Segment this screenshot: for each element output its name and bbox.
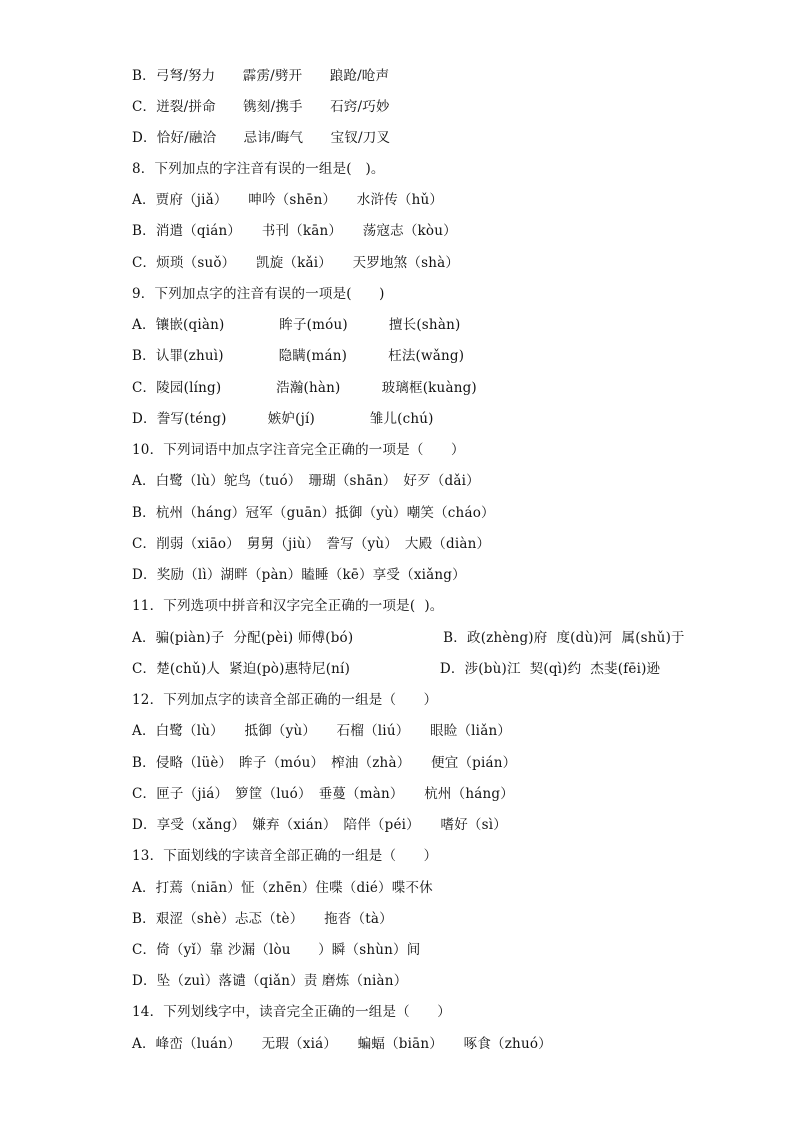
question-12-option-b: B．侵略（lüè） 眸子（móu） 榨油（zhà） 便宜（pián） xyxy=(132,755,517,771)
question-10-option-b: B．杭州（háng）冠军（guān）抵御（yù）嘲笑（cháo） xyxy=(132,505,495,521)
question-12-stem: 12．下列加点字的读音全部正确的一组是（ ） xyxy=(132,692,438,708)
question-9-option-c: C．陵园(líng) 浩瀚(hàn) 玻璃框(kuàng) xyxy=(132,380,477,396)
question-11-options-ab: A．骗(piàn)子 分配(pèi) 师傅(bó) B．政(zhèng)府 度(dù)河 属(shǔ)于 xyxy=(132,630,685,646)
text-line: B．弓弩/努力 霹雳/劈开 踉跄/呛声 xyxy=(132,68,390,84)
question-10-option-c: C．削弱（xiāo） 舅舅（jiù） 誊写（yù） 大殿（diàn） xyxy=(132,536,491,552)
question-14-stem: 14．下列划线字中，读音完全正确的一组是（ ） xyxy=(132,1004,451,1020)
question-9-option-d: D．誊写(téng) 嫉妒(jí) 雏儿(chú) xyxy=(132,411,434,427)
question-14-option-a: A．峰峦（luán） 无瑕（xiá） 蝙蝠（biān） 啄食（zhuó） xyxy=(132,1036,552,1052)
question-8-option-b: B．消遣（qián） 书刊（kān） 荡寇志（kòu） xyxy=(132,223,457,239)
question-12-option-c: C．匣子（jiá） 箩筐（luó） 垂蔓（màn） 杭州（háng） xyxy=(132,786,514,802)
question-13-option-a: A．打蔫（niān）怔（zhēn）住喋（dié）喋不休 xyxy=(132,880,433,896)
question-11-options-cd: C．楚(chǔ)人 紧迫(pò)惠特尼(ní) D．涉(bù)江 契(qì)约 杰斐(fēi)逊 xyxy=(132,661,661,677)
text-line: C．迸裂/拼命 镌刻/携手 石窍/巧妙 xyxy=(132,99,390,115)
text-line: D．恰好/融洽 忌讳/晦气 宝钗/刀叉 xyxy=(132,130,391,146)
question-9-stem: 9．下列加点字的注音有误的一项是( ) xyxy=(132,286,385,302)
question-13-option-c: C．倚（yǐ）靠 沙漏（lòu ）瞬（shùn）间 xyxy=(132,942,421,958)
question-10-stem: 10．下列词语中加点字注音完全正确的一项是（ ） xyxy=(132,442,465,458)
question-13-option-d: D．坠（zuì）落谴（qiǎn）责 磨炼（niàn） xyxy=(132,973,408,989)
question-12-option-a: A．白鹭（lù） 抵御（yù） 石榴（liú） 眼睑（liǎn） xyxy=(132,723,512,739)
question-13-stem: 13．下面划线的字读音全部正确的一组是（ ） xyxy=(132,848,438,864)
question-9-option-b: B．认罪(zhuì) 隐瞒(mán) 枉法(wǎng) xyxy=(132,348,465,364)
question-9-option-a: A．镶嵌(qiàn) 眸子(móu) 擅长(shàn) xyxy=(132,317,461,333)
question-11-stem: 11．下列选项中拼音和汉字完全正确的一项是( )。 xyxy=(132,598,444,614)
question-10-option-d: D．奖励（lì）湖畔（pàn）瞌睡（kē）享受（xiǎng） xyxy=(132,567,466,583)
question-12-option-d: D．享受（xǎng） 嫌弃（xián） 陪伴（péi） 嗜好（sì） xyxy=(132,817,507,833)
question-13-option-b: B．艰涩（shè）忐忑（tè） 拖沓（tà） xyxy=(132,911,393,927)
question-8-stem: 8．下列加点的字注音有误的一组是( )。 xyxy=(132,161,385,177)
question-8-option-a: A．贾府（jiǎ） 呻吟（shēn） 水浒传（hǔ） xyxy=(132,192,444,208)
question-10-option-a: A．白鹭（lù）鸵鸟（tuó） 珊瑚（shān） 好歹（dǎi） xyxy=(132,473,480,489)
question-8-option-c: C．烦琐（suǒ） 凯旋（kǎi） 天罗地煞（shà） xyxy=(132,255,460,271)
